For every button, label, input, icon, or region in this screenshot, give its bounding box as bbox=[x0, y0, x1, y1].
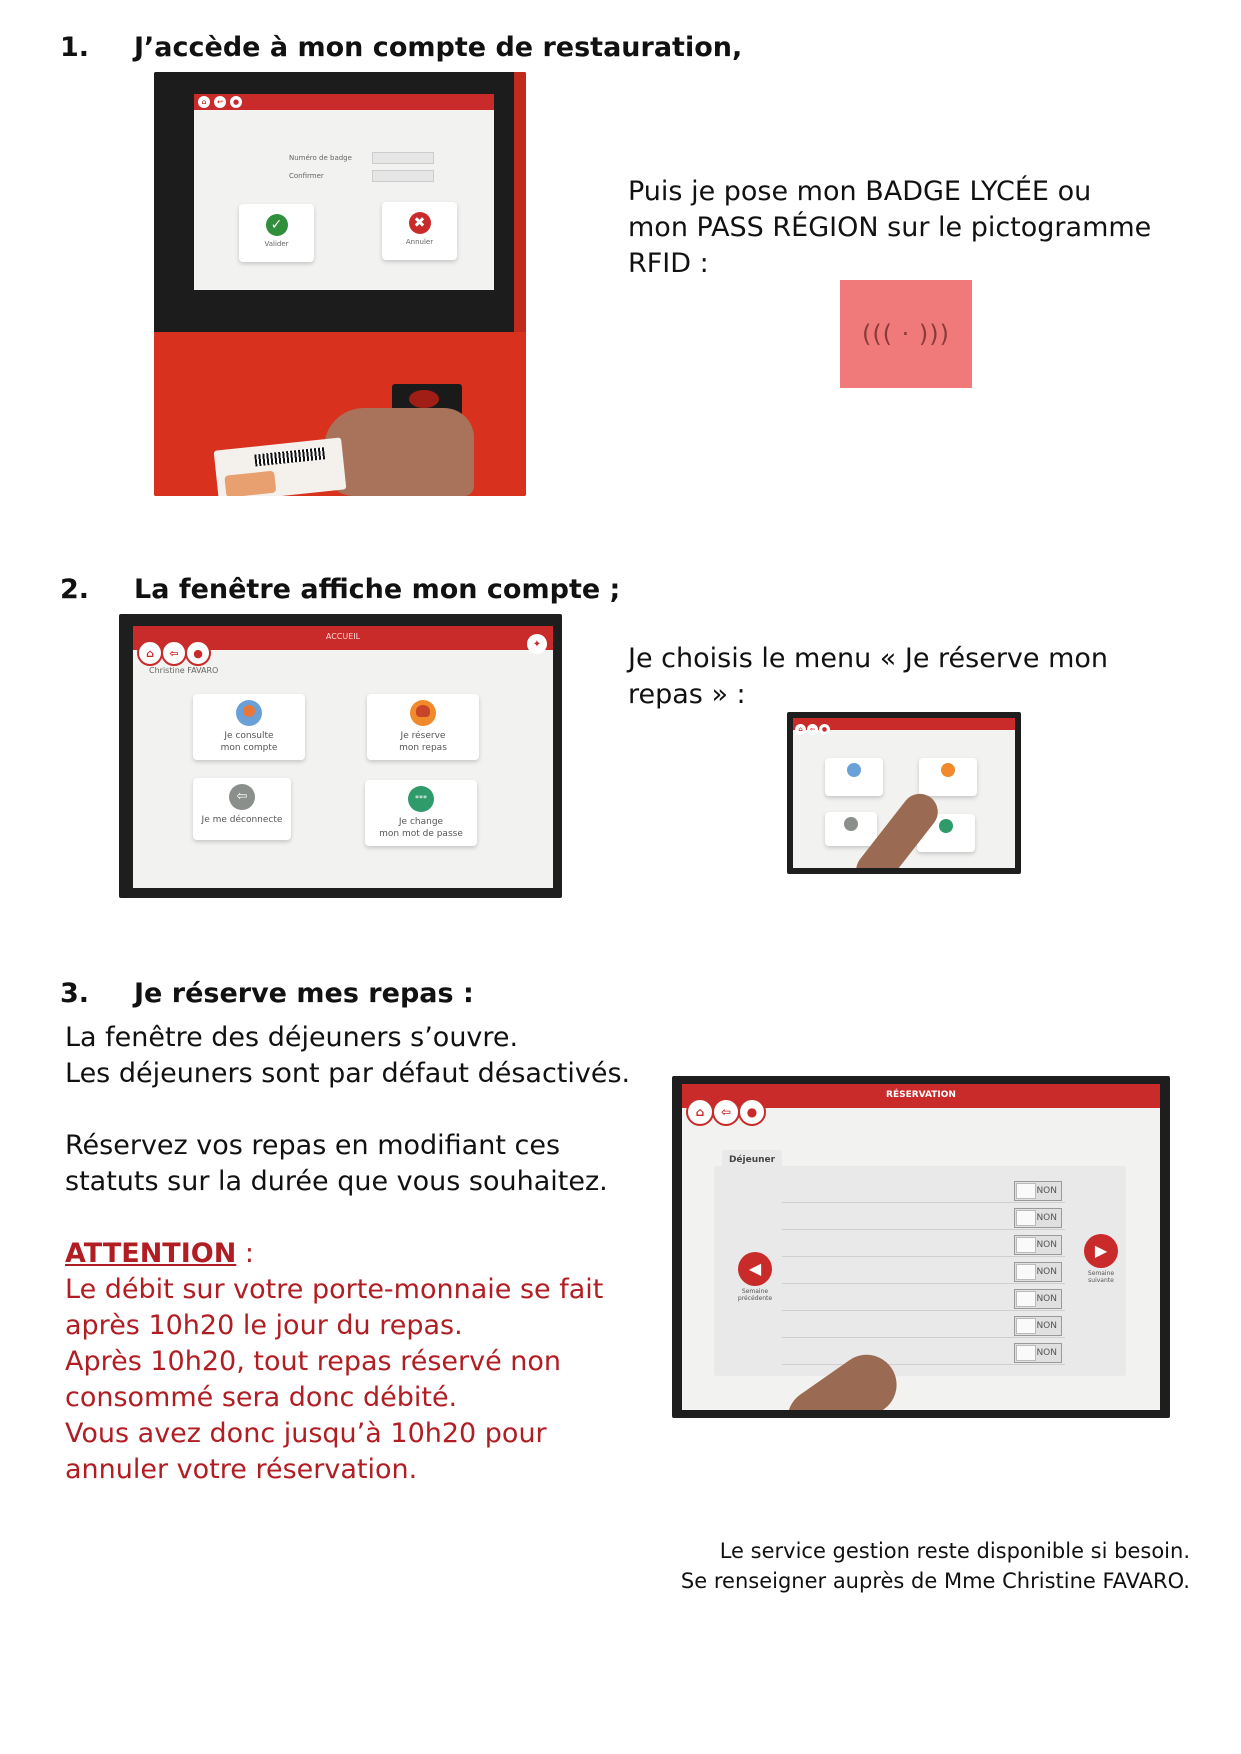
kiosk-login-photo bbox=[154, 72, 526, 496]
reserve-meal-card[interactable]: Je réserve mon repas bbox=[367, 694, 479, 760]
arrow-left-icon: ◀ bbox=[738, 1252, 772, 1286]
section1-instruction bbox=[628, 174, 1188, 282]
attention-colon: : bbox=[236, 1238, 254, 1269]
home-icon[interactable]: ⌂ bbox=[137, 640, 163, 666]
instruction-line: Puis je pose mon BADGE LYCÉE ou bbox=[628, 176, 1092, 207]
advice-line: Réservez vos repas en modifiant ces bbox=[65, 1130, 561, 1161]
login-screen: ⌂ ↩ ● Numéro de badge Confirmer ✓ Valider ✖ Annuler bbox=[194, 94, 494, 290]
logout-small-icon[interactable]: ⇦ bbox=[161, 640, 187, 666]
section3-advice bbox=[65, 1128, 665, 1200]
warning-line: Le débit sur votre porte-monnaie se fait bbox=[65, 1274, 604, 1305]
footer-line: Se renseigner auprès de Mme Christine FAVARO. bbox=[680, 1569, 1190, 1593]
footer-line: Le service gestion reste disponible si besoin. bbox=[719, 1539, 1190, 1563]
lunch-toggle[interactable]: NON bbox=[1014, 1235, 1062, 1255]
twitter-icon[interactable]: ✦ bbox=[527, 634, 547, 654]
arrow-right-icon: ▶ bbox=[1084, 1234, 1118, 1268]
user-icon[interactable]: ● bbox=[738, 1098, 766, 1126]
lunch-toggle[interactable]: NON bbox=[1014, 1343, 1062, 1363]
section3-title: Je réserve mes repas : bbox=[134, 978, 474, 1009]
login-field2-label: Confirmer bbox=[289, 172, 324, 180]
section1-heading bbox=[60, 32, 760, 68]
login-field1-label: Numéro de badge bbox=[289, 154, 352, 162]
password-icon: *** bbox=[408, 786, 434, 812]
lunch-toggle[interactable]: NON bbox=[1014, 1316, 1062, 1336]
warning-line: annuler votre réservation. bbox=[65, 1454, 418, 1485]
disconnect-card[interactable]: ⇦ Je me déconnecte bbox=[193, 778, 291, 840]
reservation-bar-title: RÉSERVATION bbox=[886, 1090, 956, 1100]
intro-line: Les déjeuners sont par défaut désactivés. bbox=[65, 1058, 631, 1089]
warning-line: Vous avez donc jusqu’à 10h20 pour bbox=[65, 1418, 547, 1449]
logout-icon: ⇦ bbox=[229, 784, 255, 810]
login-field1-input[interactable] bbox=[372, 152, 434, 164]
rfid-waves-icon: ((( · ))) bbox=[861, 320, 951, 348]
account-user-name: Christine FAVARO bbox=[149, 666, 219, 675]
section1-number: 1. bbox=[60, 32, 90, 63]
next-week-button[interactable]: ▶ Semaine suivante bbox=[1076, 1234, 1126, 1284]
advice-line: statuts sur la durée que vous souhaitez. bbox=[65, 1166, 608, 1197]
account-icon bbox=[236, 700, 262, 726]
section2-heading bbox=[60, 574, 760, 610]
attention-block bbox=[65, 1236, 685, 1488]
reservation-screen bbox=[682, 1084, 1160, 1410]
instruction-line: Je choisis le menu « Je réserve mon bbox=[628, 643, 1109, 674]
attention-label: ATTENTION bbox=[65, 1238, 237, 1269]
section3-heading bbox=[60, 978, 760, 1014]
footer-note bbox=[500, 1536, 1190, 1596]
previous-week-button[interactable]: ◀ Semaine précédente bbox=[730, 1252, 780, 1302]
intro-line: La fenêtre des déjeuners s’ouvre. bbox=[65, 1022, 519, 1053]
tab-dejeuner[interactable]: Déjeuner bbox=[722, 1150, 782, 1170]
home-icon[interactable]: ⌂ bbox=[686, 1098, 714, 1126]
logout-small-icon[interactable]: ⇦ bbox=[712, 1098, 740, 1126]
cancel-button[interactable]: ✖ Annuler bbox=[382, 202, 457, 260]
section3-intro bbox=[65, 1020, 665, 1092]
login-field2-input[interactable] bbox=[372, 170, 434, 182]
section2-title: La fenêtre affiche mon compte ; bbox=[134, 574, 621, 605]
choose-menu-photo: ⌂ ⇦ ● bbox=[787, 712, 1021, 874]
section1-title: J’accède à mon compte de restauration, bbox=[134, 32, 743, 63]
meal-icon bbox=[410, 700, 436, 726]
user-icon[interactable]: ● bbox=[185, 640, 211, 666]
attention-heading bbox=[65, 1236, 685, 1272]
warning-line: consommé sera donc débité. bbox=[65, 1382, 458, 1413]
validate-button[interactable]: ✓ Valider bbox=[239, 204, 314, 262]
section2-instruction bbox=[628, 641, 1188, 713]
consult-account-card[interactable]: Je consulte mon compte bbox=[193, 694, 305, 760]
reservation-photo bbox=[672, 1076, 1170, 1418]
instruction-line: RFID : bbox=[628, 248, 709, 279]
check-icon: ✓ bbox=[266, 214, 288, 236]
rfid-pictogram bbox=[840, 280, 972, 388]
account-screen bbox=[133, 626, 553, 888]
cancel-icon: ✖ bbox=[409, 212, 431, 234]
change-password-card[interactable]: *** Je change mon mot de passe bbox=[365, 780, 477, 846]
warning-line: après 10h20 le jour du repas. bbox=[65, 1310, 463, 1341]
lunch-toggle[interactable]: NON bbox=[1014, 1181, 1062, 1201]
instruction-line: repas » : bbox=[628, 679, 746, 710]
instruction-line: mon PASS RÉGION sur le pictogramme bbox=[628, 212, 1152, 243]
section3-number: 3. bbox=[60, 978, 90, 1009]
account-menu-photo bbox=[119, 614, 562, 898]
lunch-toggle[interactable]: NON bbox=[1014, 1289, 1062, 1309]
lunch-toggle[interactable]: NON bbox=[1014, 1262, 1062, 1282]
account-bar-title: ACCUEIL bbox=[325, 632, 361, 641]
section2-number: 2. bbox=[60, 574, 90, 605]
warning-line: Après 10h20, tout repas réservé non bbox=[65, 1346, 562, 1377]
lunch-toggle[interactable]: NON bbox=[1014, 1208, 1062, 1228]
